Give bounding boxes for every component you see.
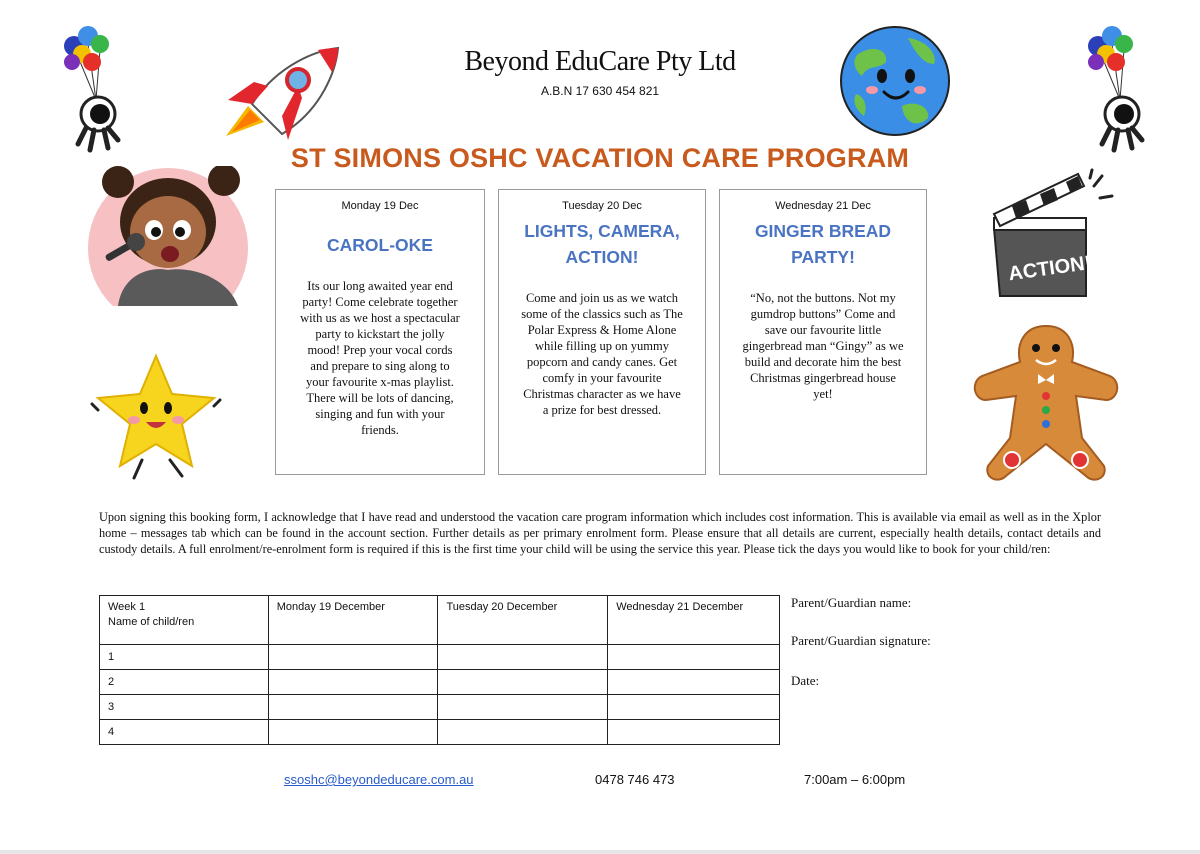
- booking-cell[interactable]: [608, 645, 780, 670]
- company-abn: A.B.N 17 630 454 821: [540, 84, 660, 98]
- email-link[interactable]: ssoshc@beyondeducare.com.au: [284, 772, 474, 787]
- smiling-earth-icon: [838, 24, 952, 138]
- booking-cell[interactable]: [268, 720, 438, 745]
- booking-cell[interactable]: [608, 695, 780, 720]
- date-label: Date:: [791, 673, 820, 688]
- company-name: Beyond EduCare Pty Ltd: [464, 46, 736, 77]
- table-header-row: [100, 596, 780, 645]
- table-row: [100, 670, 780, 695]
- program-card-wednesday: [719, 189, 927, 475]
- table-row: [100, 720, 780, 745]
- program-card-tuesday: [498, 189, 706, 475]
- table-row: [100, 695, 780, 720]
- row-number: 4: [100, 720, 269, 745]
- booking-cell[interactable]: [268, 645, 438, 670]
- footer-hours: 7:00am – 6:00pm: [804, 772, 906, 787]
- booking-cell[interactable]: [438, 720, 608, 745]
- card-date: Monday 19 Dec: [341, 200, 419, 212]
- page-bottom-edge: [0, 850, 1200, 854]
- row-number: 1: [100, 645, 269, 670]
- acknowledgement-text: Upon signing this booking form, I acknowledge that I have read and understood the vacation care program information which includes cost information. This is available via email as well as in the Xplor home – messages tab which can be found in the account section. Further details as per primary enrolment form. Please ensure that all details are current, especially health details, contact details and custody details. A full enrolment/re-enrolment form is required if this is the first time your child will be using the service this year. Please tick the days you would like to book for your child/ren:: [99, 510, 1101, 557]
- day-header-tuesday: Tuesday 20 December: [438, 596, 608, 645]
- day-header-wednesday: Wednesday 21 December: [608, 596, 780, 645]
- day-header-monday: Monday 19 December: [268, 596, 438, 645]
- booking-cell[interactable]: [438, 645, 608, 670]
- card-description: Come and join us as we watch some of the classics such as The Polar Express & Home Alone while filling up on yummy popcorn and candy canes. Get comfy in your favourite Christmas character as we have a prize for best dressed.: [521, 291, 683, 417]
- card-title: CAROL-OKE: [327, 235, 433, 255]
- card-description: “No, not the buttons. Not my gumdrop buttons” Come and save our favourite little gingerbread man “Gingy” as we build and decorate him the best Christmas gingerbread house yet!: [742, 291, 904, 401]
- footer-phone: 0478 746 473: [595, 772, 675, 787]
- row-number: 2: [100, 670, 269, 695]
- card-title: LIGHTS, CAMERA, ACTION!: [524, 221, 680, 267]
- svg-text:ACTION!: ACTION!: [1007, 251, 1093, 286]
- booking-cell[interactable]: [438, 695, 608, 720]
- star-character-icon: [90, 350, 222, 482]
- card-description: Its our long awaited year end party! Come celebrate together with us as we host a spectacular party to kickstart the jolly mood! Prep your vocal cords and prepare to sing along to your favourite x-mas playlist. There will be lots of dancing, singing and fun with your friends.: [300, 279, 460, 437]
- week-name-header: Week 1 Name of child/ren: [100, 596, 269, 645]
- booking-table: [99, 595, 780, 745]
- booking-cell[interactable]: [608, 720, 780, 745]
- gingerbread-man-icon: [972, 322, 1120, 482]
- booking-cell[interactable]: [268, 670, 438, 695]
- program-card-monday: [275, 189, 485, 475]
- footer-email: [284, 772, 474, 787]
- card-title: GINGER BREAD PARTY!: [754, 221, 892, 267]
- booking-cell[interactable]: [268, 695, 438, 720]
- booking-cell[interactable]: [438, 670, 608, 695]
- singing-girl-icon: [78, 166, 254, 306]
- row-number: 3: [100, 695, 269, 720]
- card-date: Wednesday 21 Dec: [775, 200, 871, 212]
- page-title: ST SIMONS OSHC VACATION CARE PROGRAM: [290, 143, 910, 173]
- parent-name-label: Parent/Guardian name:: [791, 595, 912, 610]
- table-row: [100, 645, 780, 670]
- card-date: Tuesday 20 Dec: [562, 200, 642, 212]
- parent-signature-label: Parent/Guardian signature:: [791, 633, 931, 648]
- clapperboard-icon: [990, 168, 1120, 300]
- booking-cell[interactable]: [608, 670, 780, 695]
